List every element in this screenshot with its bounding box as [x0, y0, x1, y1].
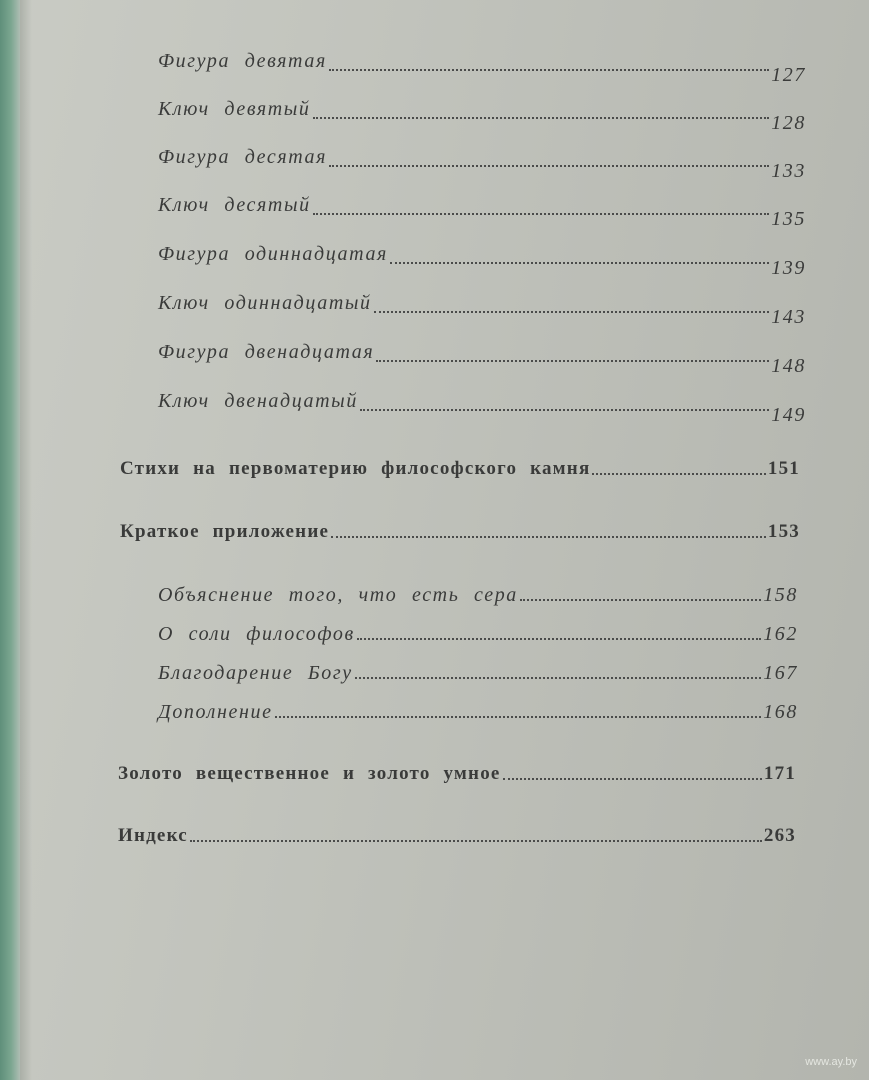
dot-leader: [329, 165, 769, 167]
toc-entry-page: 263: [763, 825, 796, 846]
toc-entry: [158, 50, 806, 87]
toc-entry-title: Объяснение того, что есть сера: [158, 584, 518, 606]
toc-entry: [158, 292, 806, 329]
toc-entry-page: 151: [767, 458, 800, 479]
dot-leader: [520, 599, 761, 601]
toc-entry: [158, 341, 806, 378]
toc-entry: [158, 390, 806, 427]
toc-entry-title: Стихи на первоматерию философского камня: [120, 458, 591, 479]
toc-entry: [158, 662, 798, 685]
toc-entry: [158, 146, 806, 183]
toc-entry-page: 158: [763, 584, 798, 606]
toc-entry-page: 128: [771, 112, 806, 134]
dot-leader: [592, 473, 765, 475]
toc-entry-title: Ключ одиннадцатый: [158, 292, 372, 314]
toc-entry: [158, 701, 798, 724]
toc-entry-title: Фигура одиннадцатая: [158, 243, 388, 265]
dot-leader: [331, 536, 766, 538]
dot-leader: [503, 778, 762, 780]
toc-entry-page: 162: [763, 623, 798, 645]
toc-entry: [118, 825, 796, 847]
toc-entry-page: 168: [763, 701, 798, 723]
gutter-shadow: [20, 0, 32, 1080]
toc-entry-page: 133: [771, 160, 806, 182]
dot-leader: [313, 117, 770, 119]
toc-entry-title: Золото вещественное и золото умное: [118, 763, 501, 784]
toc-entry-page: 153: [767, 521, 800, 542]
toc-entry-title: Фигура десятая: [158, 146, 328, 168]
toc-entry: [118, 763, 796, 785]
dot-leader: [360, 409, 769, 411]
toc-entry-page: 148: [771, 355, 806, 377]
dot-leader: [275, 716, 762, 718]
toc-entry-page: 171: [763, 763, 796, 784]
toc-entry-page: 143: [771, 306, 806, 328]
toc-entry: [158, 98, 806, 135]
toc-entry: [158, 243, 806, 280]
toc-entry-page: 167: [763, 662, 798, 684]
toc-entry-title: Благодарение Богу: [158, 662, 353, 684]
dot-leader: [357, 638, 761, 640]
toc-entry: [120, 521, 800, 543]
toc-entry-title: Фигура двенадцатая: [158, 341, 375, 363]
toc-entry-title: Ключ девятый: [158, 98, 311, 120]
toc-entry-title: Фигура девятая: [158, 50, 327, 72]
toc-entry: [120, 458, 800, 480]
toc-entry-page: 139: [771, 257, 806, 279]
book-spine: [0, 0, 20, 1080]
toc-entry-page: 135: [771, 208, 806, 230]
dot-leader: [374, 311, 770, 313]
dot-leader: [190, 840, 762, 842]
toc-entry-title: Краткое приложение: [120, 521, 330, 542]
toc-entry-title: Ключ двенадцатый: [158, 390, 358, 412]
dot-leader: [390, 262, 769, 264]
toc-entry-page: 149: [771, 404, 806, 426]
dot-leader: [329, 69, 769, 71]
toc-entry-title: Ключ десятый: [158, 194, 311, 216]
toc-entry-page: 127: [771, 64, 806, 86]
watermark: www.ay.by: [805, 1056, 857, 1068]
toc-entry-title: Дополнение: [158, 701, 273, 723]
toc-entry-title: О соли философов: [158, 623, 355, 645]
dot-leader: [355, 677, 761, 679]
toc-entry: [158, 623, 798, 646]
toc-entry-title: Индекс: [118, 825, 188, 846]
dot-leader: [313, 213, 769, 215]
dot-leader: [376, 360, 769, 362]
toc-entry: [158, 584, 798, 607]
toc-entry: [158, 194, 806, 231]
